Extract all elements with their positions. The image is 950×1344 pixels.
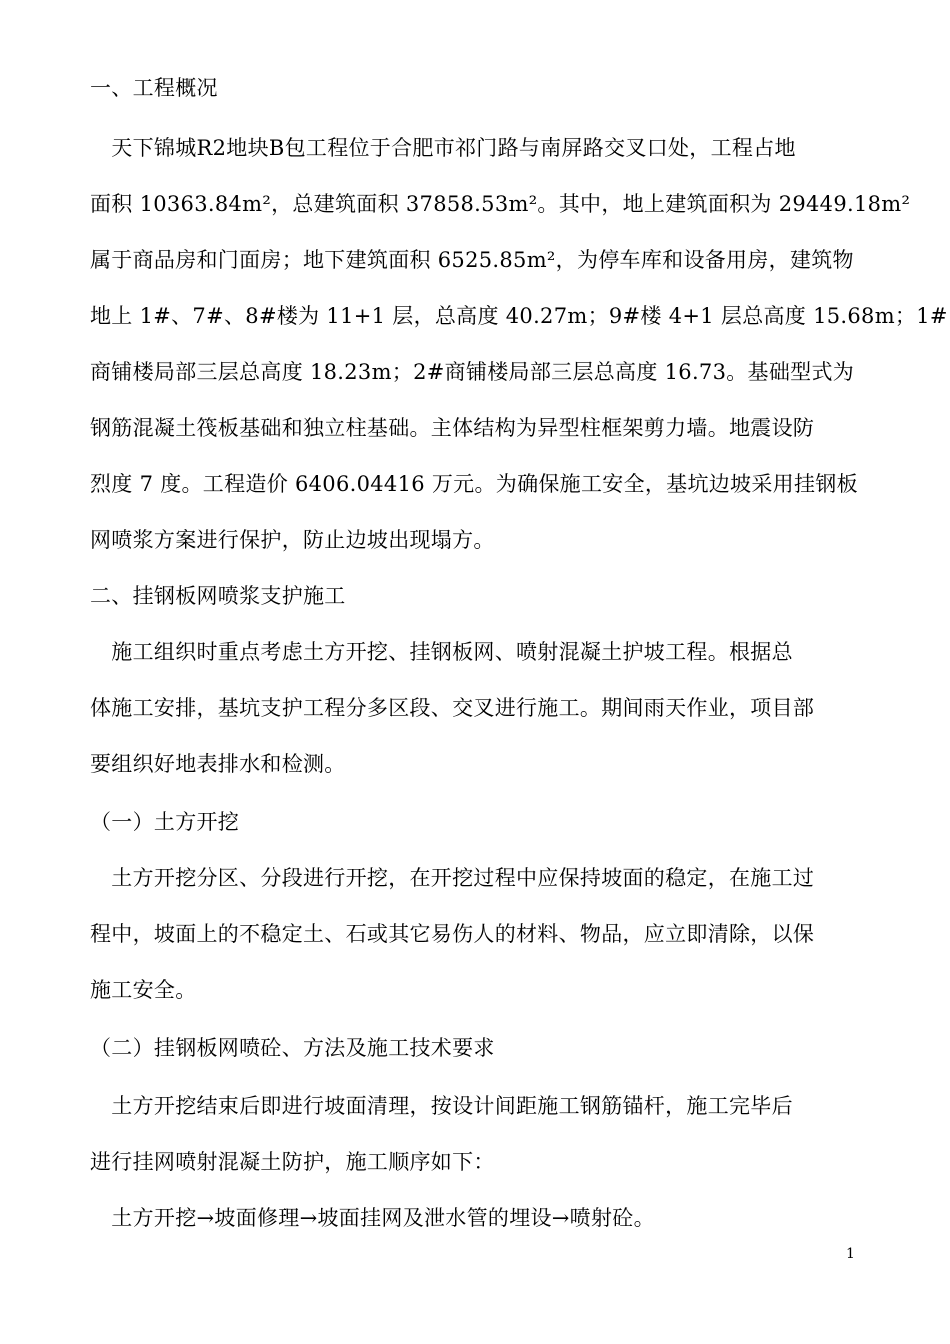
construction-sequence: 土方开挖→坡面修理→坡面挂网及泄水管的埋设→喷射砼。 [90, 1206, 655, 1230]
paragraph-line: 土方开挖结束后即进行坡面清理，按设计间距施工钢筋锚杆，施工完毕后 [90, 1094, 793, 1118]
paragraph-line: 商铺楼局部三层总高度 18.23m；2#商铺楼局部三层总高度 16.73。基础型式为 [90, 360, 855, 384]
paragraph-line: 天下锦城R2地块B包工程位于合肥市祁门路与南屏路交叉口处，工程占地 [90, 136, 796, 160]
paragraph-line: 施工组织时重点考虑土方开挖、挂钢板网、喷射混凝土护坡工程。根据总 [90, 640, 793, 664]
paragraph-line: 面积 10363.84m²，总建筑面积 37858.53m²。其中，地上建筑面积为 29449.18m² [90, 192, 911, 216]
paragraph-line: 施工安全。 [90, 978, 197, 1002]
paragraph-line: 要组织好地表排水和检测。 [90, 752, 346, 776]
paragraph-line: 土方开挖分区、分段进行开挖，在开挖过程中应保持坡面的稳定，在施工过 [90, 866, 815, 890]
paragraph-line: 体施工安排，基坑支护工程分多区段、交叉进行施工。期间雨天作业，项目部 [90, 696, 815, 720]
paragraph-line: 烈度 7 度。工程造价 6406.04416 万元。为确保施工安全，基坑边坡采用挂钢板 [90, 472, 858, 496]
heading-project-overview: 一、工程概况 [90, 76, 218, 100]
heading-support-construction: 二、挂钢板网喷浆支护施工 [90, 584, 346, 608]
paragraph-line: 网喷浆方案进行保护，防止边坡出现塌方。 [90, 528, 495, 552]
paragraph-line: 钢筋混凝土筏板基础和独立柱基础。主体结构为异型柱框架剪力墙。地震设防 [90, 416, 815, 440]
subheading-earthwork: （一）土方开挖 [90, 810, 240, 834]
paragraph-line: 属于商品房和门面房；地下建筑面积 6525.85m²，为停车库和设备用房，建筑物 [90, 248, 854, 272]
paragraph-line: 程中，坡面上的不稳定土、石或其它易伤人的材料、物品，应立即清除，以保 [90, 922, 815, 946]
paragraph-line: 地上 1#、7#、8#楼为 11+1 层，总高度 40.27m；9#楼 4+1 层总高度 15.68m；1# [90, 304, 948, 328]
subheading-mesh-shotcrete: （二）挂钢板网喷砼、方法及施工技术要求 [90, 1036, 495, 1060]
page-number: 1 [846, 1246, 855, 1262]
paragraph-line: 进行挂网喷射混凝土防护，施工顺序如下： [90, 1150, 495, 1174]
